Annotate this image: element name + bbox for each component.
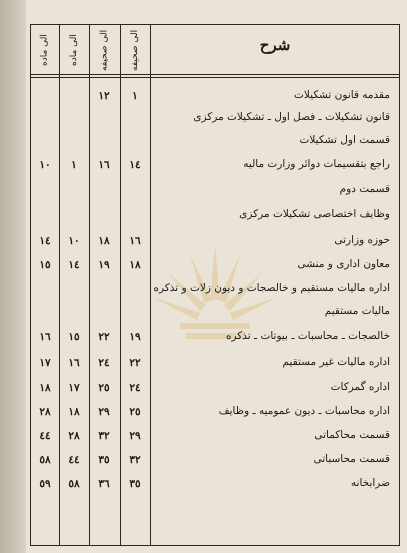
table-row [30,450,400,472]
row-to-madde: ٥٩ [39,478,51,490]
row-to-page: ٢٩ [98,406,110,418]
table-row [30,327,400,349]
row-to-madde: ١٨ [39,382,51,394]
table-row [30,378,400,400]
row-description: راجع بتقسیمات دوائر وزارت مالیه [243,158,390,170]
row-to-madde: ٤٤ [39,430,51,442]
row-from-madde: ١٧ [68,382,80,394]
row-page: ١ [132,90,138,102]
table-row [30,474,400,496]
row-description: قسمت دوم [339,183,390,195]
row-page: ٢٥ [129,406,141,418]
table-row [30,402,400,424]
row-description: اداره محاسبات ـ دیون عمومیه ـ وظایف [218,405,390,417]
row-to-page: ٢٢ [98,331,110,343]
row-description: قانون تشکیلات ـ فصل اول ـ تشکیلات مرکزی [193,111,390,123]
row-page: ٣٢ [129,454,141,466]
table-row [30,180,400,202]
header-to-madde: الی ماده [39,34,50,66]
row-to-madde: ١٥ [39,259,51,271]
header-page: الی صحیفه [130,29,140,71]
row-to-page: ٣٢ [98,430,110,442]
table-row [30,353,400,375]
table-row [30,231,400,253]
row-description: حوزه وزارتی [334,234,390,246]
row-description: ضرابخانه [350,477,390,489]
row-to-page: ٣٥ [98,454,110,466]
row-page: ١٨ [129,259,141,271]
row-page: ٢٢ [129,357,141,369]
row-description: قسمت محاکماتی [314,429,390,441]
table-row [30,155,400,177]
row-to-madde: ١٠ [39,159,51,171]
row-to-madde: ٥٨ [39,454,51,466]
row-from-madde: ١ [71,159,77,171]
row-page: ١٤ [129,159,141,171]
row-to-page: ٢٥ [98,382,110,394]
row-description: اداره گمرکات [330,381,390,393]
row-page: ٢٤ [129,382,141,394]
row-description: مالیات مستقیم [324,305,390,317]
row-description: خالصجات ـ محاسبات ـ بیوتات ـ تذکره [225,330,390,342]
row-from-madde: ١٥ [68,331,80,343]
row-to-madde: ١٦ [39,331,51,343]
table-row [30,108,400,130]
header-divider [30,74,400,75]
row-from-madde: ١٨ [68,406,80,418]
row-from-madde: ١٤ [68,259,80,271]
table-row [30,255,400,277]
header-from-madde: الی ماده [69,34,79,66]
header-divider [30,77,400,78]
row-description: وظایف اختصاصی تشکیلات مرکزی [239,208,390,220]
table-row [30,426,400,448]
row-to-madde: ١٧ [39,357,51,369]
table-row [30,205,400,227]
row-description: اداره مالیات مستقیم و خالصجات و دیون زلات و تذکره [153,282,390,294]
row-description: اداره مالیات غیر مستقیم [282,356,390,368]
row-description: معاون اداری و منشی [297,258,390,270]
row-page: ١٦ [129,235,141,247]
row-from-madde: ٤٤ [68,454,80,466]
row-to-page: ٣٦ [98,478,110,490]
row-page: ١٩ [129,331,141,343]
table-row [30,86,400,108]
table-row [30,279,400,301]
row-to-madde: ١٤ [39,235,51,247]
row-to-page: ٢٤ [98,357,110,369]
row-to-madde: ٢٨ [39,406,51,418]
row-description: قسمت محاسباتی [313,453,390,465]
binding-edge [0,0,26,553]
row-to-page: ١٢ [98,90,110,102]
row-from-madde: ١٠ [68,235,80,247]
row-to-page: ١٦ [98,159,110,171]
row-from-madde: ٥٨ [68,478,80,490]
table-row [30,302,400,324]
row-page: ٣٥ [129,478,141,490]
row-to-page: ١٩ [98,259,110,271]
header-to-page: الی صحیفه [99,29,110,71]
row-page: ٢٩ [129,430,141,442]
row-from-madde: ١٦ [68,357,80,369]
row-to-page: ١٨ [98,235,110,247]
row-description: قسمت اول تشکیلات [299,134,390,146]
table-row [30,131,400,153]
row-description: مقدمه قانون تشکیلات [293,89,390,101]
header-title: شرح [259,36,291,54]
row-from-madde: ٢٨ [68,430,80,442]
